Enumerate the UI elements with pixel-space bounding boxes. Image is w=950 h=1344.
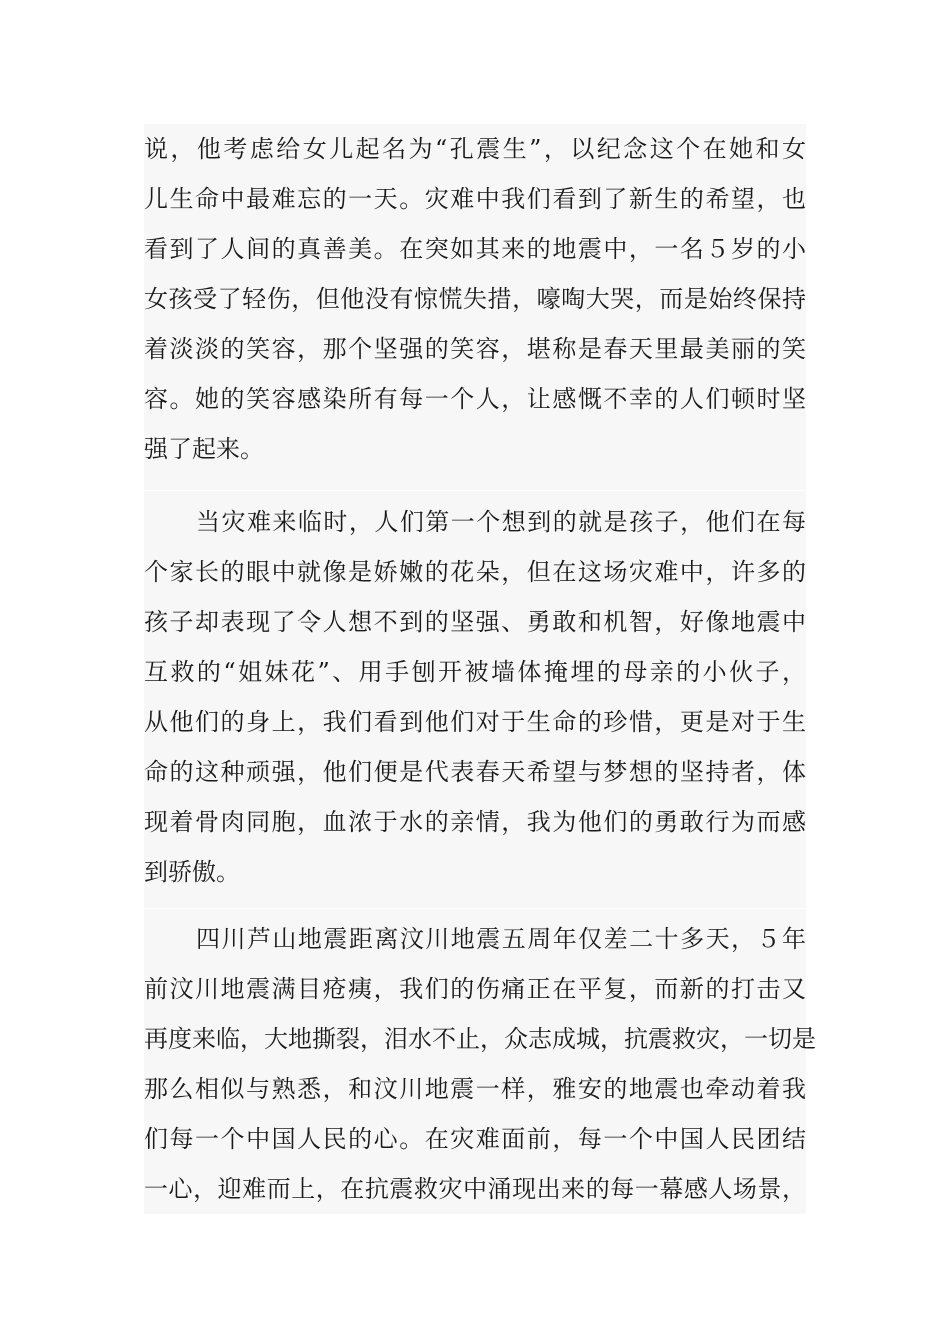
paragraph-line: 孩子却表现了令人想不到的坚强、勇敢和机智，好像地震中 [144, 608, 806, 636]
paragraph-line: 们每一个中国人民的心。在灾难面前，每一个中国人民团结 [144, 1125, 806, 1153]
paragraph-line: 说，他考虑给女儿起名为“孔震生”，以纪念这个在她和女 [144, 135, 806, 163]
paragraph-line: 女孩受了轻伤，但他没有惊慌失措，嚎啕大哭，而是始终保持 [144, 285, 806, 313]
paragraph-line: 前汶川地震满目疮痍，我们的伤痛正在平复，而新的打击又 [144, 975, 806, 1003]
paragraph-line: 到骄傲。 [144, 858, 240, 886]
paragraph-line: 那么相似与熟悉，和汶川地震一样，雅安的地震也牵动着我 [144, 1075, 806, 1103]
paragraph-line: 着淡淡的笑容，那个坚强的笑容，堪称是春天里最美丽的笑 [144, 335, 806, 363]
paragraph-line: 看到了人间的真善美。在突如其来的地震中，一名５岁的小 [144, 235, 806, 263]
paragraph-line: 一心，迎难而上，在抗震救灾中涌现出来的每一幕感人场景， [144, 1175, 806, 1203]
paragraph-line: 强了起来。 [144, 435, 264, 463]
paragraph-line: 儿生命中最难忘的一天。灾难中我们看到了新生的希望，也 [144, 185, 806, 213]
paragraph-line: 从他们的身上，我们看到他们对于生命的珍惜，更是对于生 [144, 708, 806, 736]
paragraph-line: 现着骨肉同胞，血浓于水的亲情，我为他们的勇敢行为而感 [144, 808, 806, 836]
paragraph-line: 四川芦山地震距离汶川地震五周年仅差二十多天，５年 [196, 925, 806, 953]
paragraph-line: 再度来临，大地撕裂，泪水不止，众志成城，抗震救灾，一切是 [144, 1025, 816, 1053]
paragraph-2 [144, 491, 806, 908]
paragraph-1 [144, 124, 806, 490]
paragraph-line: 当灾难来临时，人们第一个想到的就是孩子，他们在每 [196, 508, 806, 536]
paragraph-line: 个家长的眼中就像是娇嫩的花朵，但在这场灾难中，许多的 [144, 558, 806, 586]
paragraph-line: 容。她的笑容感染所有每一个人，让感慨不幸的人们顿时坚 [144, 385, 806, 413]
paragraph-line: 互救的“姐妹花”、用手刨开被墙体掩埋的母亲的小伙子， [144, 658, 806, 686]
paragraph-line: 命的这种顽强，他们便是代表春天希望与梦想的坚持者，体 [144, 758, 806, 786]
paragraph-3 [144, 909, 816, 1214]
